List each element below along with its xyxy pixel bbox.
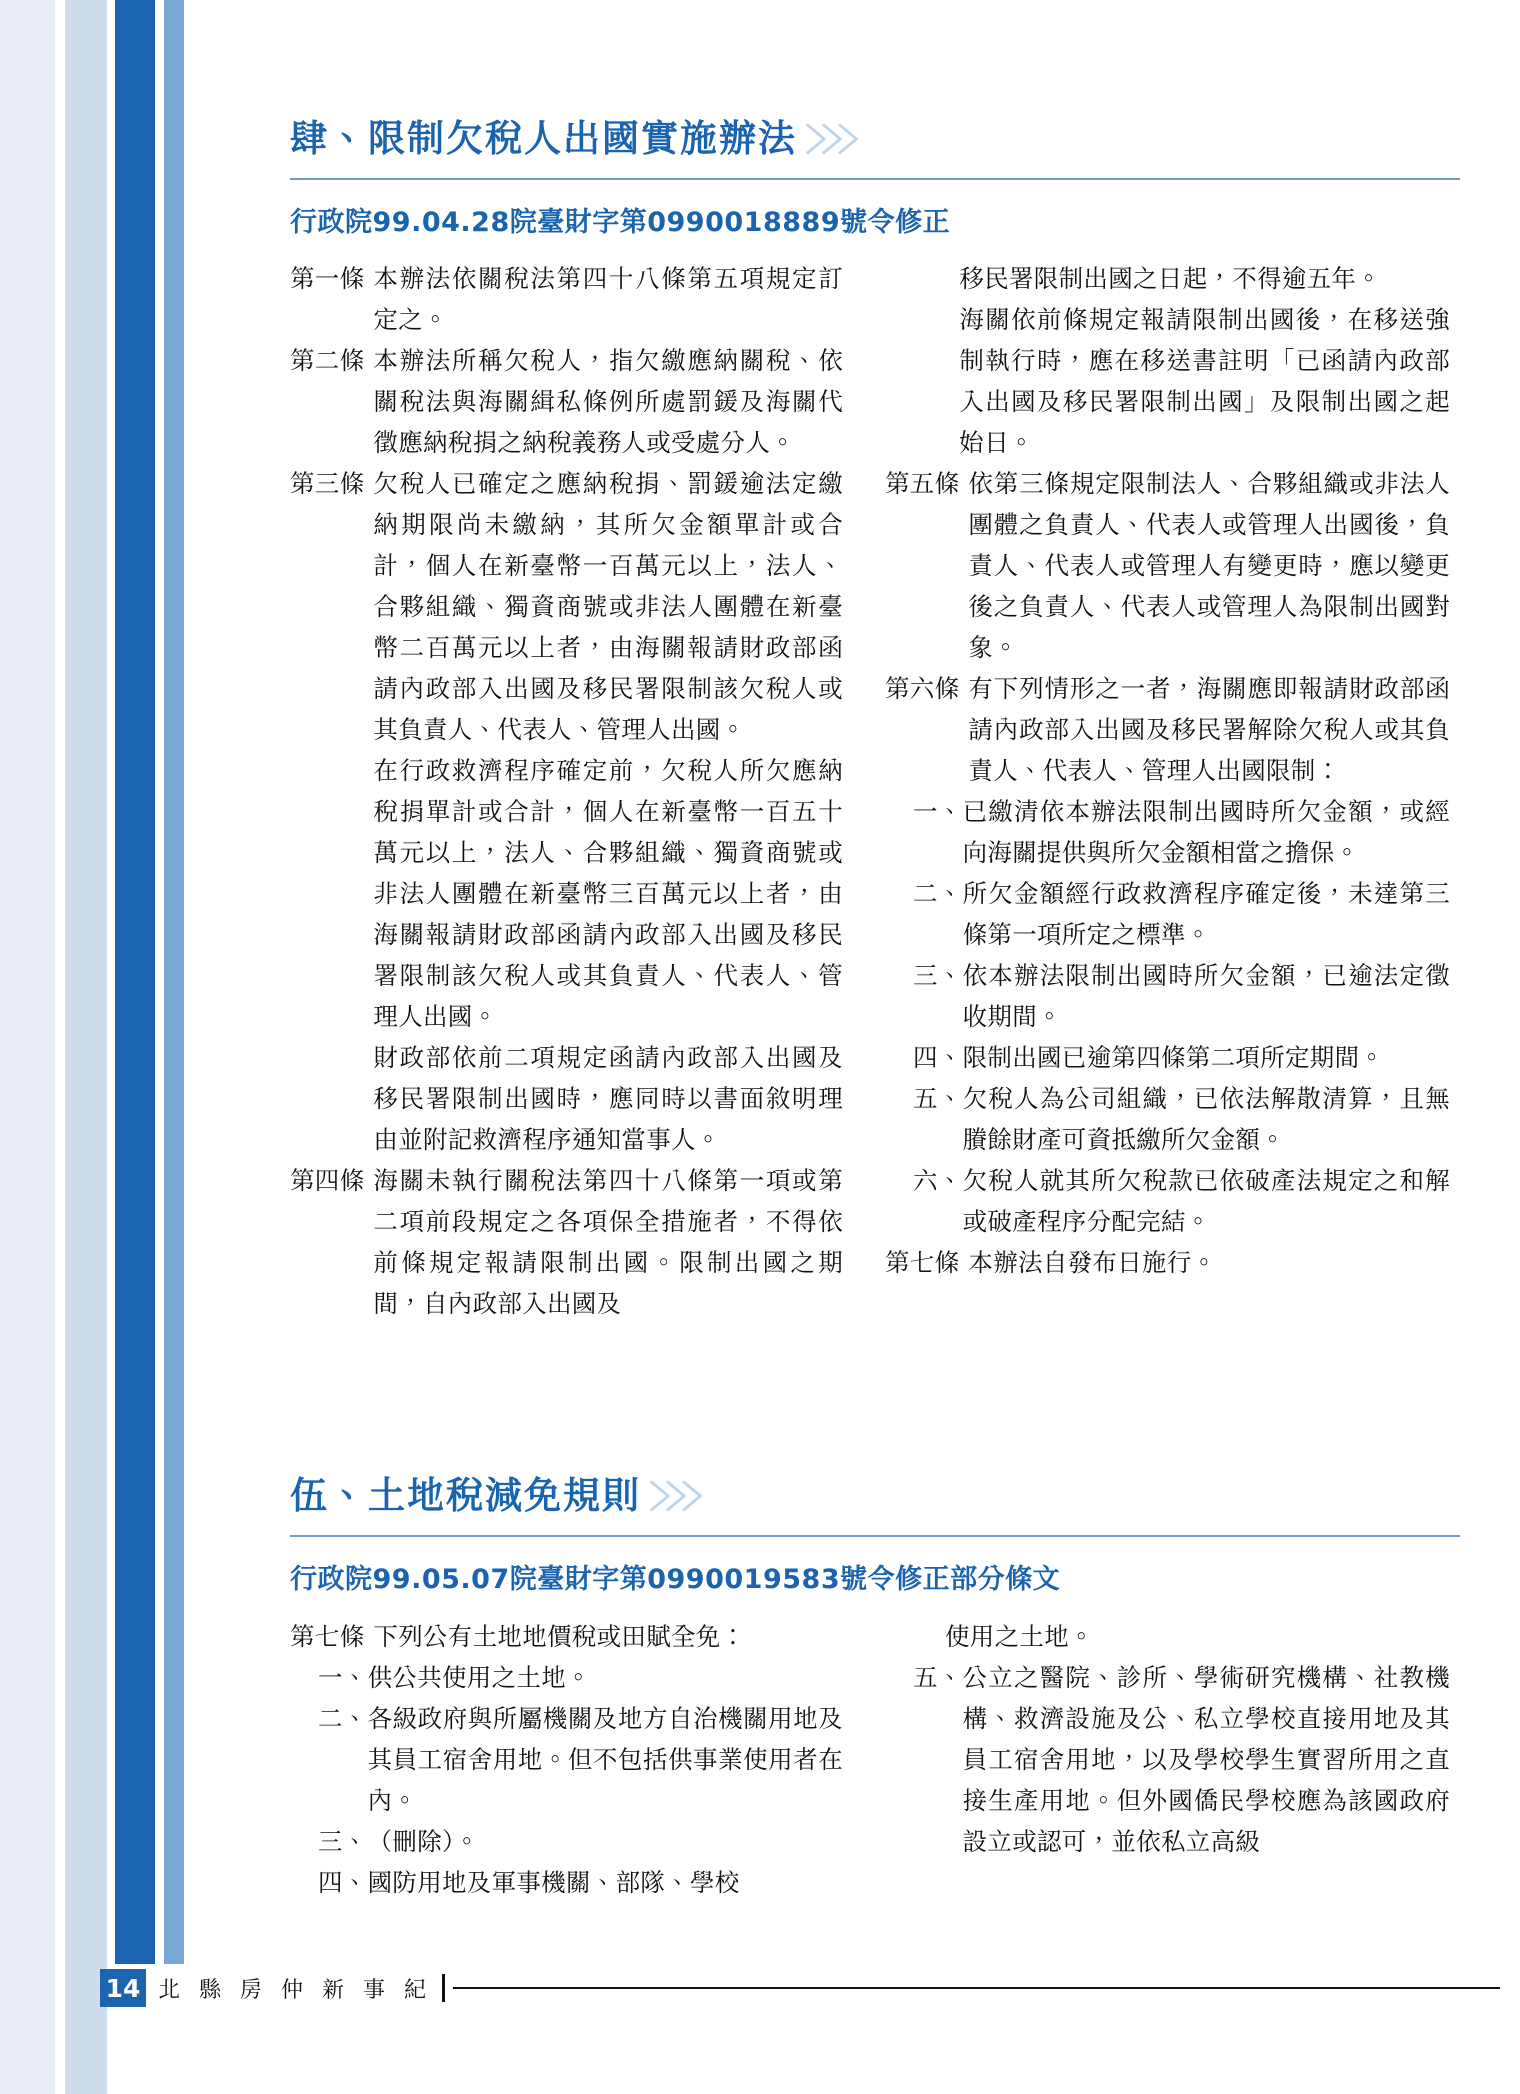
list-item-number: 四、 xyxy=(318,1868,368,1897)
article-block xyxy=(290,258,843,340)
section-subtitle-4: 行政院99.04.28院臺財字第0990018889號令修正 xyxy=(290,207,951,238)
article-number: 第四條 xyxy=(290,1166,365,1195)
page-content xyxy=(230,0,1520,2094)
sidebar-stripe-light xyxy=(0,0,55,2094)
list-item xyxy=(318,1657,843,1698)
list-item-text: 限制出國已逾第四條第二項所定期間。 xyxy=(962,1043,1385,1072)
footer-rule xyxy=(453,1987,1500,1989)
list-item xyxy=(913,1657,1450,1862)
page-number: 14 xyxy=(100,1969,146,2007)
article-number: 第二條 xyxy=(290,346,365,375)
list-item xyxy=(913,1037,1450,1078)
list-item xyxy=(318,1862,843,1903)
article-continuation-paragraph: 海關依前條規定報請限制出國後，在移送強制執行時，應在移送書註明「已函請內政部入出國及移民署限制出國」及限制出國之起始日。 xyxy=(959,305,1450,457)
list-item-number: 三、 xyxy=(913,961,963,990)
list-item xyxy=(318,1698,843,1821)
publication-name: 北 縣 房 仲 新 事 紀 xyxy=(158,1977,432,2003)
article-item-list xyxy=(290,1657,843,1903)
article-text: 本辦法依關稅法第四十八條第五項規定訂定之。 xyxy=(373,264,843,334)
list-item-text: 已繳清依本辦法限制出國時所欠金額，或經向海關提供與所欠金額相當之擔保。 xyxy=(962,797,1450,867)
article-text-wrap xyxy=(959,258,1450,463)
article-text: 本辦法所稱欠稅人，指欠繳應納關稅、依關稅法與海關緝私條例所處罰鍰及海關代徵應納稅捐之納稅義務人或受處分人。 xyxy=(373,346,843,457)
list-item xyxy=(913,955,1450,1037)
article-block xyxy=(290,340,843,463)
list-item-number: 五、 xyxy=(913,1663,963,1692)
article-paragraph: 在行政救濟程序確定前，欠稅人所欠應納稅捐單計或合計，個人在新臺幣一百五十萬元以上，法人、合夥組織、獨資商號或非法人團體在新臺幣三百萬元以上者，由海關報請財政部函請內政部入出國及移民署限制該欠稅人或其負責人、代表人、管理人出國。 xyxy=(373,756,843,1031)
page-footer xyxy=(100,1968,1500,2008)
article-text: 欠稅人已確定之應納稅捐、罰鍰逾法定繳納期限尚未繳納，其所欠金額單計或合計，個人在新臺幣一百萬元以上，法人、合夥組織、獨資商號或非法人團體在新臺幣二百萬元以上者，由海關報請財政部函請內政部入出國及移民署限制該欠稅人或其負責人、代表人、管理人出國。 xyxy=(373,469,843,744)
section5-left-column xyxy=(290,1616,843,1903)
list-item-text: 公立之醫院、診所、學術研究機構、社教機構、救濟設施及公、私立學校直接用地及其員工宿舍用地，以及學校學生實習所用之直接生產用地。但外國僑民學校應為該國政府設立或認可，並依私立高級 xyxy=(962,1663,1450,1856)
article-text-wrap xyxy=(968,463,1450,668)
section-divider-5 xyxy=(290,1535,1460,1537)
article-block xyxy=(290,1160,843,1324)
article-number: 第五條 xyxy=(885,469,960,498)
article-number: 第三條 xyxy=(290,469,365,498)
article-text-wrap xyxy=(968,1242,1450,1283)
article-number: 第七條 xyxy=(885,1248,960,1277)
section4-left-column xyxy=(290,258,843,1324)
footer-separator xyxy=(442,1974,445,2002)
list-item-number: 一、 xyxy=(318,1663,368,1692)
article-text: 本辦法自發布日施行。 xyxy=(968,1248,1217,1277)
sidebar-stripe-gap-2 xyxy=(107,0,115,2094)
article-block xyxy=(885,463,1450,668)
list-item-number: 五、 xyxy=(913,1084,963,1113)
list-item-text: 依本辦法限制出國時所欠金額，已逾法定徵收期間。 xyxy=(962,961,1450,1031)
article-text: 有下列情形之一者，海關應即報請財政部函請內政部入出國及移民署解除欠稅人或其負責人、代表人、管理人出國限制： xyxy=(968,674,1450,785)
section-heading-4 xyxy=(290,108,875,162)
article-text-wrap xyxy=(373,258,843,340)
sidebar-stripe-blue xyxy=(115,0,155,2094)
article-number: 第一條 xyxy=(290,264,365,293)
section-heading-5 xyxy=(290,1465,719,1519)
article-number: 第六條 xyxy=(885,674,960,703)
list-item-text: 所欠金額經行政救濟程序確定後，未達第三條第一項所定之標準。 xyxy=(962,879,1450,949)
list-item-number: 一、 xyxy=(913,797,963,826)
article-text-wrap xyxy=(373,1160,843,1324)
decorative-sidebar xyxy=(0,0,230,2094)
article-text: 依第三條規定限制法人、合夥組織或非法人團體之負責人、代表人或管理人出國後，負責人、代表人或管理人有變更時，應以變更後之負責人、代表人或管理人為限制出國對象。 xyxy=(968,469,1450,662)
list-item-text: 國防用地及軍事機關、部隊、學校 xyxy=(367,1868,740,1897)
list-item-text: 各級政府與所屬機關及地方自治機關用地及其員工宿舍用地。但不包括供事業使用者在內。 xyxy=(367,1704,843,1815)
list-item-continuation-text: 使用之土地。 xyxy=(945,1622,1094,1651)
section-subtitle-5: 行政院99.05.07院臺財字第0990019583號令修正部分條文 xyxy=(290,1564,1061,1595)
article-block xyxy=(290,463,843,1160)
article-block xyxy=(290,1616,843,1657)
list-item xyxy=(913,791,1450,873)
article-block xyxy=(885,1242,1450,1283)
sidebar-stripe-gap-3 xyxy=(155,0,164,2094)
section-title-4: 肆、限制欠稅人出國實施辦法 xyxy=(290,117,797,160)
list-item-text: 供公共使用之土地。 xyxy=(367,1663,591,1692)
chevron-right-icon: 〉〉〉 xyxy=(805,123,875,159)
section-divider-4 xyxy=(290,178,1460,180)
article-paragraph: 財政部依前二項規定函請內政部入出國及移民署限制出國時，應同時以書面敘明理由並附記救濟程序通知當事人。 xyxy=(373,1043,843,1154)
list-item-text: 欠稅人為公司組織，已依法解散清算，且無賸餘財產可資抵繳所欠金額。 xyxy=(962,1084,1450,1154)
article-text-wrap xyxy=(373,463,843,1160)
list-item xyxy=(318,1821,843,1862)
sidebar-stripe-gap-1 xyxy=(55,0,65,2094)
section-title-5: 伍、土地稅減免規則 xyxy=(290,1474,641,1517)
section5-right-column xyxy=(885,1616,1450,1862)
article-block xyxy=(885,668,1450,791)
chevron-right-icon: 〉〉〉 xyxy=(649,1480,719,1516)
article-continuation-text: 移民署限制出國之日起，不得逾五年。 xyxy=(959,264,1382,293)
article-number-spacer xyxy=(885,258,959,463)
list-item-text: （刪除）。 xyxy=(367,1827,480,1856)
list-item-number: 二、 xyxy=(318,1704,368,1733)
article-item-list xyxy=(885,791,1450,1242)
article-text-wrap xyxy=(968,668,1450,791)
list-item-number: 二、 xyxy=(913,879,963,908)
sidebar-stripe-medium xyxy=(65,0,107,2094)
sidebar-stripe-skyblue xyxy=(164,0,184,2094)
article-item-list xyxy=(885,1657,1450,1862)
article-text: 下列公有土地地價稅或田賦全免： xyxy=(373,1622,746,1651)
article-continuation-block xyxy=(885,258,1450,463)
list-item-continuation xyxy=(885,1616,1450,1657)
list-item-number: 三、 xyxy=(318,1827,368,1856)
article-text-wrap xyxy=(373,1616,843,1657)
section4-right-column xyxy=(885,258,1450,1283)
article-text-wrap xyxy=(373,340,843,463)
list-item xyxy=(913,873,1450,955)
list-item xyxy=(913,1160,1450,1242)
list-item xyxy=(913,1078,1450,1160)
article-text: 海關未執行關稅法第四十八條第一項或第二項前段規定之各項保全措施者，不得依前條規定報請限制出國。限制出國之期間，自內政部入出國及 xyxy=(373,1166,843,1318)
article-number: 第七條 xyxy=(290,1622,365,1651)
list-item-number: 六、 xyxy=(913,1166,963,1195)
list-item-text: 欠稅人就其所欠稅款已依破產法規定之和解或破產程序分配完結。 xyxy=(962,1166,1450,1236)
list-item-number: 四、 xyxy=(913,1043,963,1072)
